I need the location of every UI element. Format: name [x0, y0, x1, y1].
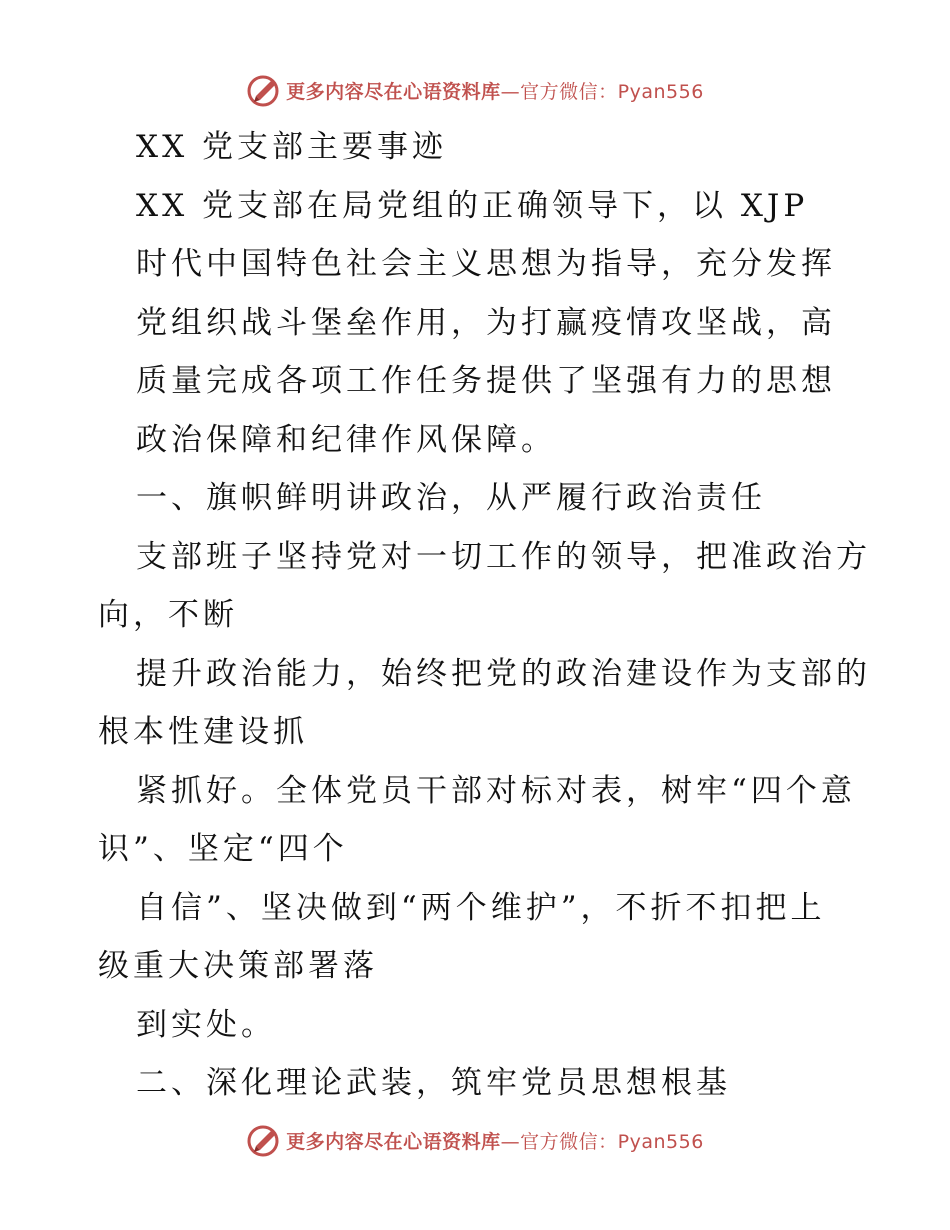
- watermark-footer: [0, 1120, 950, 1160]
- pen-logo-icon: [246, 72, 282, 108]
- paragraph-line: 向，不断: [98, 597, 238, 633]
- paragraph-line: 时代中国特色社会主义思想为指导，充分发挥: [136, 246, 836, 282]
- paragraph-line: 自信”、坚决做到“两个维护”，不折不扣把上: [136, 889, 826, 926]
- watermark-separator: —: [500, 80, 521, 103]
- watermark-separator: —: [500, 1130, 521, 1153]
- watermark-brand: 更多内容尽在心语资料库: [286, 80, 501, 103]
- paragraph-line: 提升政治能力，始终把党的政治建设作为支部的: [136, 655, 871, 692]
- paragraph-line: 级重大决策部署落: [98, 948, 378, 984]
- document-title: XX 党支部主要事迹: [136, 129, 447, 165]
- watermark-wechat: 官方微信：Pyan556: [520, 80, 704, 103]
- section-heading-2: 二、深化理论武装，筑牢党员思想根基: [136, 1065, 731, 1101]
- paragraph-line: 支部班子坚持党对一切工作的领导，把准政治方: [136, 538, 871, 575]
- paragraph-line: 政治保障和纪律作风保障。: [136, 421, 556, 458]
- watermark-header: [0, 70, 950, 110]
- paragraph-line: 识”、坚定“四个: [98, 831, 348, 867]
- watermark-brand: 更多内容尽在心语资料库: [286, 1130, 501, 1153]
- paragraph-line: 党组织战斗堡垒作用，为打赢疫情攻坚战，高: [136, 304, 836, 341]
- document-body: [0, 118, 950, 1113]
- paragraph-line: XX 党支部在局党组的正确领导下，以 XJP: [136, 187, 809, 224]
- pen-logo-icon: [246, 1122, 282, 1158]
- section-heading-1: 一、旗帜鲜明讲政治，从严履行政治责任: [136, 480, 766, 516]
- watermark-wechat: 官方微信：Pyan556: [520, 1130, 704, 1153]
- paragraph-line: 质量完成各项工作任务提供了坚强有力的思想: [136, 363, 836, 399]
- paragraph-line: 到实处。: [136, 1006, 276, 1043]
- paragraph-line: 紧抓好。全体党员干部对标对表，树牢“四个意: [136, 772, 856, 809]
- paragraph-line: 根本性建设抓: [98, 714, 308, 750]
